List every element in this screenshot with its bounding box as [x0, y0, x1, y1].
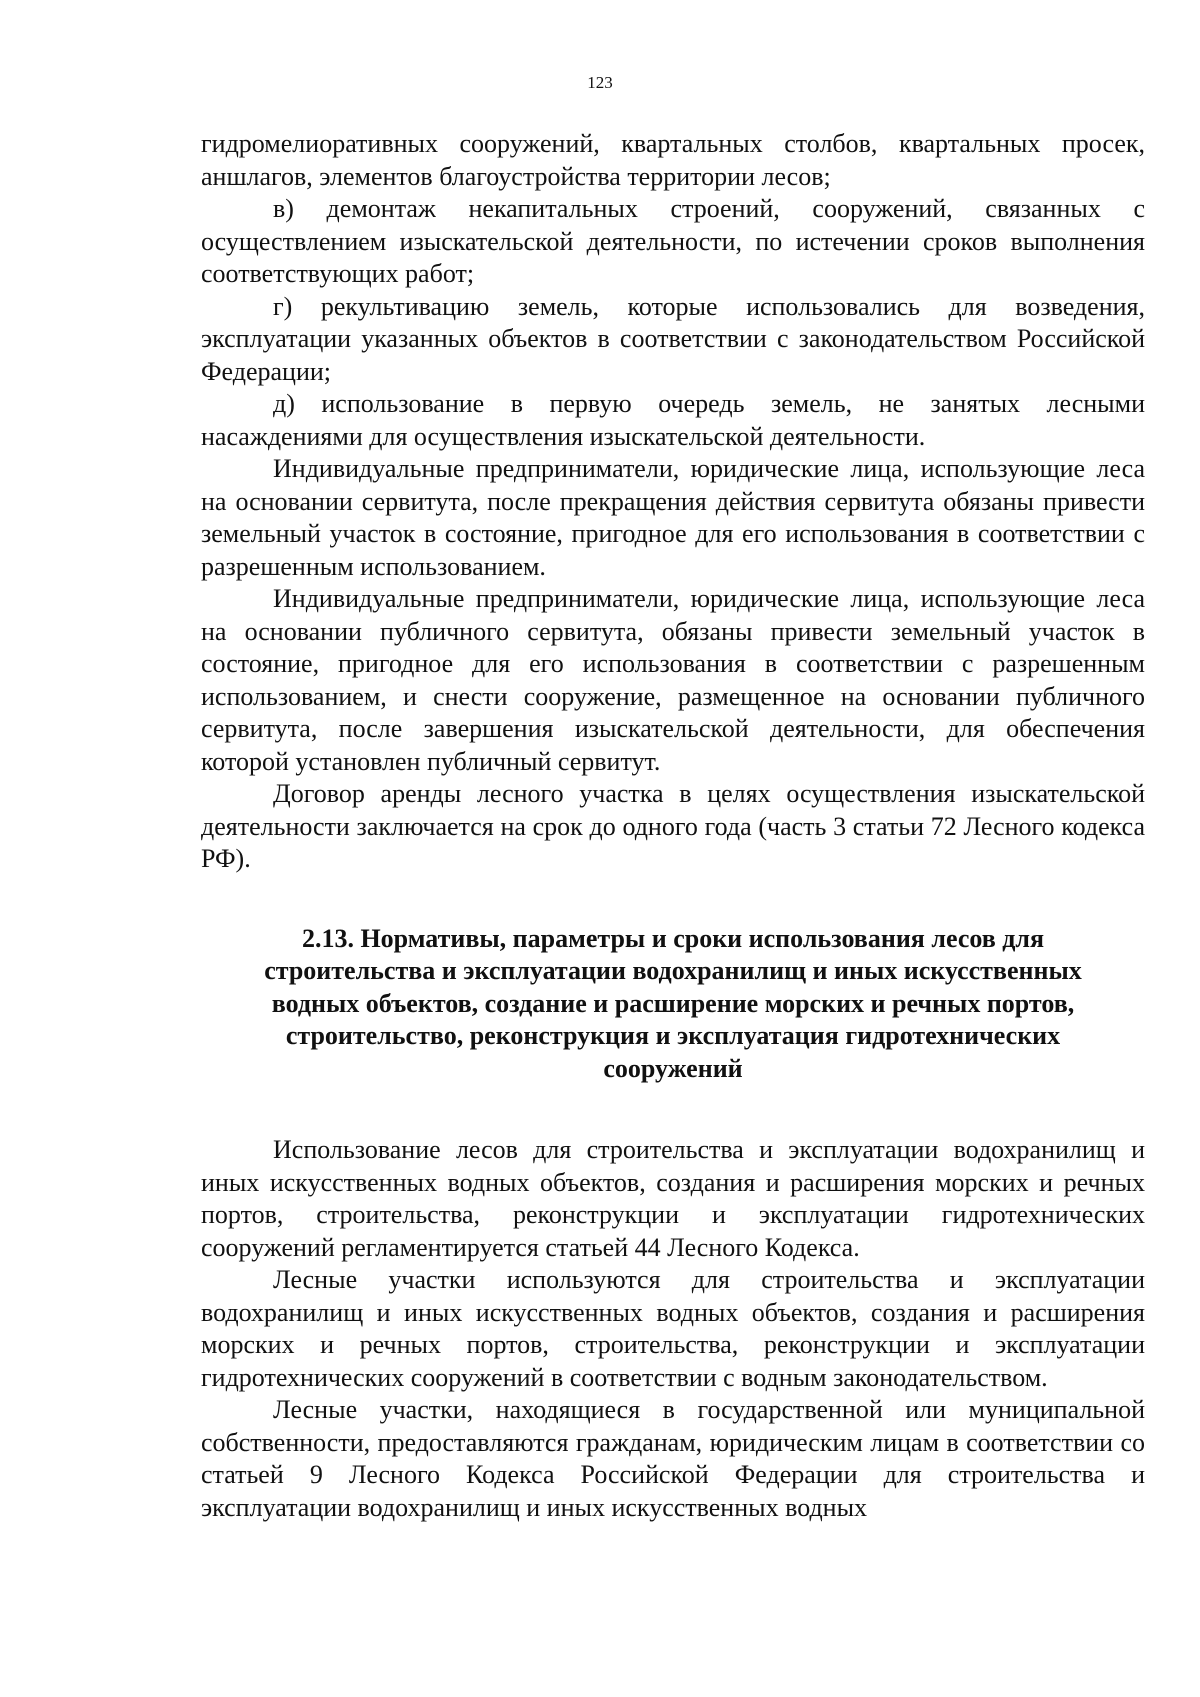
paragraph-item-d: д) использование в первую очередь земель, не занятых лесными насаждениями для осуществления изыскательской деятельности.	[201, 389, 1145, 451]
paragraph-servitude: Индивидуальные предприниматели, юридические лица, использующие леса на основании сервитута, после прекращения действия сервитута обязаны привести земельный участок в состояние, пригодное для его использования в соответствии с разрешенным использованием.	[201, 454, 1145, 581]
paragraph-item-v: в) демонтаж некапитальных строений, сооружений, связанных с осуществлением изыскательской деятельности, по истечении сроков выполнения соответствующих работ;	[201, 194, 1145, 288]
page-content	[201, 128, 1145, 1524]
paragraph-item-g: г) рекультивацию земель, которые использовались для возведения, эксплуатации указанных объектов в соответствии с законодательством Российской Федерации;	[201, 291, 1145, 386]
section-body	[201, 1134, 1145, 1524]
section-heading	[201, 923, 1145, 1086]
section-heading-line: сооружений	[603, 1053, 743, 1083]
section-heading-line: водных объектов, создание и расширение морских и речных портов,	[271, 988, 1075, 1018]
paragraph-continuation: гидромелиоративных сооружений, квартальных столбов, квартальных просек, аншлагов, элементов благоустройства территории лесов;	[201, 129, 1145, 191]
section-heading-line: 2.13. Нормативы, параметры и сроки использования лесов для	[301, 923, 1045, 953]
page-number: 123	[587, 73, 613, 92]
section-heading-line: строительства и эксплуатации водохранилищ и иных искусственных	[264, 956, 1082, 985]
paragraph-use: Лесные участки используются для строительства и эксплуатации водохранилищ и иных искусственных водных объектов, создания и расширения морских и речных портов, строительства, реконструкции и эксплуатации гидротехнических сооружений в соответствии с водным законодательством.	[201, 1265, 1145, 1392]
section-heading-line: строительство, реконструкция и эксплуатация гидротехнических	[285, 1021, 1061, 1050]
paragraph-provision: Лесные участки, находящиеся в государственной или муниципальной собственности, предоставляются гражданам, юридическим лицам в соответствии со статьей 9 Лесного Кодекса Российской Федерации для строительства и эксплуатации водохранилищ и иных искусственных водных	[201, 1395, 1145, 1522]
paragraph-regulation: Использование лесов для строительства и эксплуатации водохранилищ и иных искусственных водных объектов, создания и расширения морских и речных портов, строительства, реконструкции и эксплуатации гидротехнических сооружений регламентируется статьей 44 Лесного Кодекса.	[201, 1135, 1145, 1262]
paragraph-lease-term: Договор аренды лесного участка в целях осуществления изыскательской деятельности заключается на срок до одного года (часть 3 статьи 72 Лесного кодекса РФ).	[201, 779, 1145, 873]
paragraph-public-servitude: Индивидуальные предприниматели, юридические лица, использующие леса на основании публичного сервитута, обязаны привести земельный участок в состояние, пригодное для его использования в соответствии с разрешенным использованием, и снести сооружение, размещенное на основании публичного сервитута, после завершения изыскательской деятельности, для обеспечения которой установлен публичный сервитут.	[201, 584, 1145, 776]
